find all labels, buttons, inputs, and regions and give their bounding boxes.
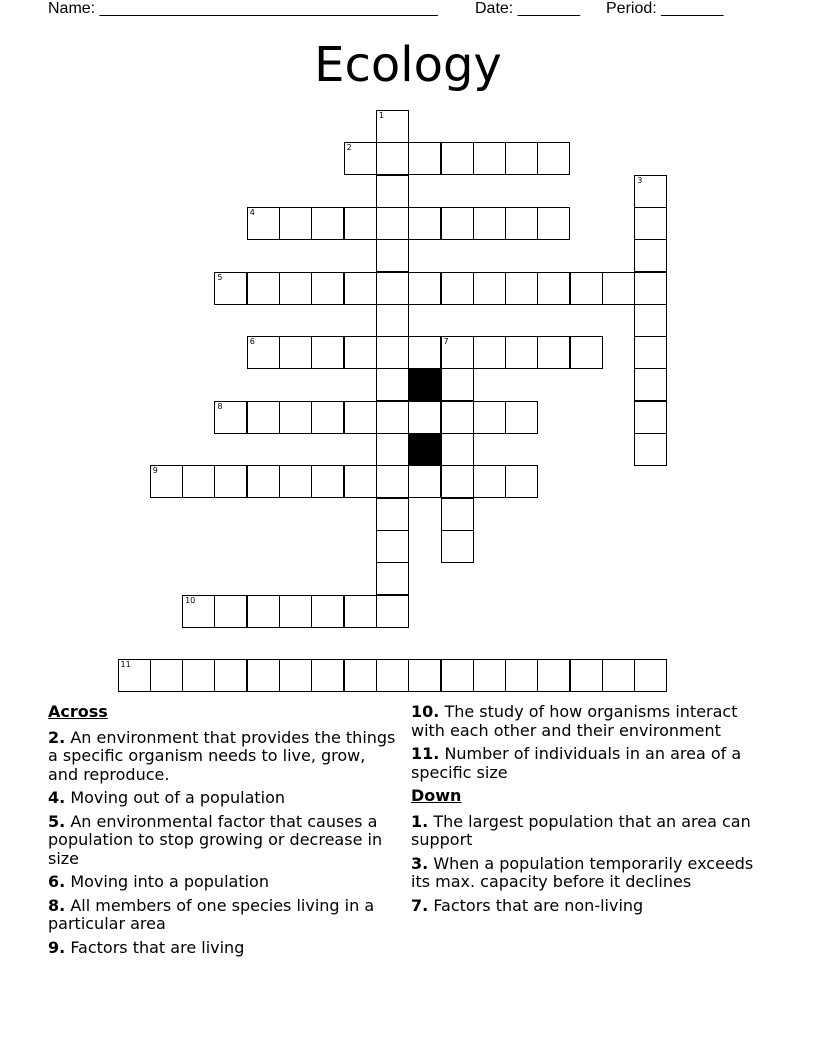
clue-number: 2. xyxy=(48,727,66,747)
grid-cell[interactable] xyxy=(473,142,506,175)
grid-cell[interactable] xyxy=(376,110,409,143)
clue-text: An environmental factor that causes a population to stop growing or decrease in size xyxy=(48,811,383,868)
grid-cell[interactable] xyxy=(634,239,667,272)
grid-cell[interactable] xyxy=(279,207,312,240)
clue-number: 6. xyxy=(48,872,66,891)
grid-cell[interactable] xyxy=(247,401,280,434)
grid-cell[interactable] xyxy=(118,659,151,692)
grid-cell[interactable] xyxy=(473,336,506,369)
grid-cell[interactable] xyxy=(634,659,667,692)
grid-cell[interactable] xyxy=(247,336,280,369)
clue-number-label: 3 xyxy=(637,175,643,185)
grid-cell[interactable] xyxy=(376,562,409,595)
clue-text: Factors that are non-living xyxy=(433,895,644,915)
grid-cell[interactable] xyxy=(570,272,603,305)
clue-number-label: 2 xyxy=(346,143,352,153)
grid-cell[interactable] xyxy=(441,207,474,240)
clue-text: An environment that provides the things a specific organism needs to live, grow, and reproduce. xyxy=(48,727,396,784)
clue-text: Moving into a population xyxy=(70,872,269,891)
grid-cell[interactable] xyxy=(473,659,506,692)
grid-cell[interactable] xyxy=(441,530,474,563)
grid-cell[interactable] xyxy=(247,465,280,498)
grid-cell[interactable] xyxy=(344,142,377,175)
grid-cell[interactable] xyxy=(441,368,474,401)
grid-cell[interactable] xyxy=(214,401,247,434)
clue-text: The largest population that an area can support xyxy=(411,811,751,849)
grid-cell[interactable] xyxy=(376,207,409,240)
grid-cell[interactable] xyxy=(311,595,344,628)
clue-text: When a population temporarily exceeds its max. capacity before it declines xyxy=(411,853,754,891)
clue-number-label: 11 xyxy=(120,660,131,670)
grid-cell[interactable] xyxy=(376,498,409,531)
clues-column-right xyxy=(411,703,761,920)
grid-cell[interactable] xyxy=(311,401,344,434)
clue-text: Moving out of a population xyxy=(70,788,286,807)
grid-cell[interactable] xyxy=(634,401,667,434)
grid-cell[interactable] xyxy=(376,595,409,628)
clue-number-label: 8 xyxy=(217,401,223,411)
clue-text: All members of one species living in a particular area xyxy=(48,895,375,933)
grid-cell[interactable] xyxy=(505,207,538,240)
grid-cell[interactable] xyxy=(214,465,247,498)
date-field[interactable]: Date: _______ xyxy=(475,0,580,17)
clues-column-left xyxy=(48,703,398,962)
grid-cell[interactable] xyxy=(150,465,183,498)
grid-cell[interactable] xyxy=(408,272,441,305)
grid-cell[interactable] xyxy=(634,207,667,240)
clue-number: 7. xyxy=(411,895,429,915)
grid-cell[interactable] xyxy=(376,336,409,369)
grid-cell[interactable] xyxy=(344,272,377,305)
grid-cell[interactable] xyxy=(247,207,280,240)
grid-cell[interactable] xyxy=(344,336,377,369)
grid-cell[interactable] xyxy=(537,272,570,305)
grid-cell[interactable] xyxy=(408,465,441,498)
grid-cell[interactable] xyxy=(505,465,538,498)
grid-cell[interactable] xyxy=(505,272,538,305)
grid-cell[interactable] xyxy=(441,659,474,692)
grid-cell[interactable] xyxy=(311,336,344,369)
clue-across-5 xyxy=(48,813,398,869)
grid-cell[interactable] xyxy=(634,368,667,401)
grid-cell[interactable] xyxy=(344,595,377,628)
clue-across-11 xyxy=(411,745,761,782)
down-heading: Down xyxy=(411,786,462,805)
grid-cell[interactable] xyxy=(279,336,312,369)
clue-across-10 xyxy=(411,703,761,740)
grid-cell[interactable] xyxy=(473,465,506,498)
grid-cell[interactable] xyxy=(376,433,409,466)
clue-number: 4. xyxy=(48,788,66,807)
grid-cell[interactable] xyxy=(214,659,247,692)
grid-cell[interactable] xyxy=(408,336,441,369)
grid-cell[interactable] xyxy=(570,336,603,369)
grid-cell[interactable] xyxy=(441,465,474,498)
grid-cell[interactable] xyxy=(344,207,377,240)
grid-cell[interactable] xyxy=(247,272,280,305)
grid-cell[interactable] xyxy=(537,659,570,692)
grid-cell[interactable] xyxy=(376,142,409,175)
grid-cell[interactable] xyxy=(279,595,312,628)
grid-cell[interactable] xyxy=(441,142,474,175)
grid-cell[interactable] xyxy=(344,465,377,498)
grid-cell[interactable] xyxy=(344,659,377,692)
worksheet-header xyxy=(0,0,816,22)
grid-cell[interactable] xyxy=(505,659,538,692)
grid-cell[interactable] xyxy=(311,465,344,498)
clue-number-label: 10 xyxy=(185,595,196,605)
page-title: Ecology xyxy=(314,37,502,93)
black-square xyxy=(408,368,441,401)
grid-cell[interactable] xyxy=(473,207,506,240)
grid-cell[interactable] xyxy=(279,401,312,434)
grid-cell[interactable] xyxy=(279,659,312,692)
clue-text: The study of how organisms interact with each other and their environment xyxy=(411,702,738,740)
grid-cell[interactable] xyxy=(376,368,409,401)
grid-cell[interactable] xyxy=(537,336,570,369)
grid-cell[interactable] xyxy=(182,465,215,498)
clue-text: Factors that are living xyxy=(70,937,245,957)
grid-cell[interactable] xyxy=(376,272,409,305)
grid-cell[interactable] xyxy=(570,659,603,692)
clue-across-2 xyxy=(48,729,398,785)
grid-cell[interactable] xyxy=(473,401,506,434)
grid-cell[interactable] xyxy=(441,498,474,531)
grid-cell[interactable] xyxy=(441,272,474,305)
grid-cell[interactable] xyxy=(408,207,441,240)
clue-number-label: 9 xyxy=(152,466,158,476)
clue-down-1 xyxy=(411,813,761,850)
grid-cell[interactable] xyxy=(311,207,344,240)
grid-cell[interactable] xyxy=(634,272,667,305)
clue-number: 3. xyxy=(411,853,429,873)
clue-number: 9. xyxy=(48,937,66,957)
grid-cell[interactable] xyxy=(311,659,344,692)
across-heading: Across xyxy=(48,702,108,721)
clue-number: 1. xyxy=(411,811,429,831)
grid-cell[interactable] xyxy=(247,659,280,692)
grid-cell[interactable] xyxy=(634,175,667,208)
grid-cell[interactable] xyxy=(441,336,474,369)
clue-number: 5. xyxy=(48,811,66,831)
grid-cell[interactable] xyxy=(473,272,506,305)
grid-cell[interactable] xyxy=(537,207,570,240)
clue-across-9 xyxy=(48,939,398,958)
grid-cell[interactable] xyxy=(441,433,474,466)
clue-number-label: 4 xyxy=(249,207,255,217)
grid-cell[interactable] xyxy=(634,336,667,369)
grid-cell[interactable] xyxy=(634,304,667,337)
grid-cell[interactable] xyxy=(150,659,183,692)
grid-cell[interactable] xyxy=(214,595,247,628)
grid-cell[interactable] xyxy=(408,659,441,692)
grid-cell[interactable] xyxy=(505,401,538,434)
grid-cell[interactable] xyxy=(634,433,667,466)
grid-cell[interactable] xyxy=(279,272,312,305)
grid-cell[interactable] xyxy=(214,272,247,305)
grid-cell[interactable] xyxy=(441,401,474,434)
clue-number-label: 5 xyxy=(217,272,223,282)
grid-cell[interactable] xyxy=(279,465,312,498)
grid-cell[interactable] xyxy=(311,272,344,305)
clue-number-label: 6 xyxy=(249,337,255,347)
grid-cell[interactable] xyxy=(505,142,538,175)
grid-cell[interactable] xyxy=(408,401,441,434)
clue-text: Number of individuals in an area of a specific size xyxy=(411,744,742,782)
clue-number-label: 7 xyxy=(443,337,449,347)
grid-cell[interactable] xyxy=(376,465,409,498)
grid-cell[interactable] xyxy=(182,595,215,628)
clue-down-7 xyxy=(411,897,761,916)
clue-across-8 xyxy=(48,897,398,934)
grid-cell[interactable] xyxy=(376,304,409,337)
period-field[interactable]: Period: _______ xyxy=(606,0,724,17)
black-square xyxy=(408,433,441,466)
grid-cell[interactable] xyxy=(247,595,280,628)
clue-number: 8. xyxy=(48,895,66,915)
grid-cell[interactable] xyxy=(376,239,409,272)
grid-cell[interactable] xyxy=(602,659,635,692)
clue-across-4 xyxy=(48,789,398,808)
clue-number-label: 1 xyxy=(378,111,384,120)
clue-number: 10. xyxy=(411,702,440,721)
clue-number: 11. xyxy=(411,744,440,763)
grid-cell[interactable] xyxy=(376,175,409,208)
grid-cell[interactable] xyxy=(408,142,441,175)
grid-cell[interactable] xyxy=(376,401,409,434)
grid-cell[interactable] xyxy=(602,272,635,305)
grid-cell[interactable] xyxy=(537,142,570,175)
grid-cell[interactable] xyxy=(505,336,538,369)
grid-cell[interactable] xyxy=(344,401,377,434)
name-field[interactable]: Name: ______________________________________ xyxy=(48,0,438,17)
clue-across-6 xyxy=(48,873,398,892)
grid-cell[interactable] xyxy=(376,659,409,692)
grid-cell[interactable] xyxy=(376,530,409,563)
clue-down-3 xyxy=(411,855,761,892)
grid-cell[interactable] xyxy=(182,659,215,692)
